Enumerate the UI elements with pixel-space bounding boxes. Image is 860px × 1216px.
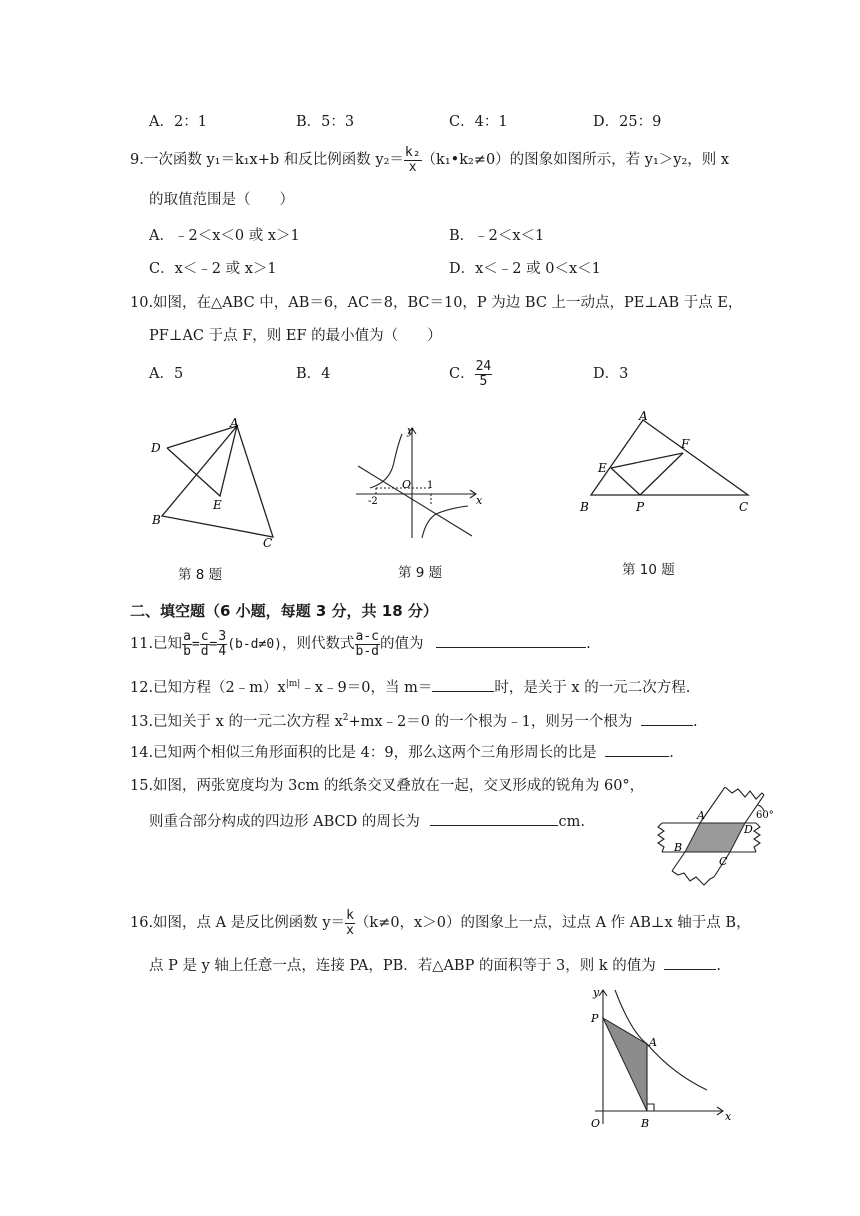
figure-9: [350, 422, 490, 544]
q9-option-d: D．x＜﹣2 或 0＜x＜1: [449, 261, 601, 277]
fig16-label-a: A: [649, 1036, 657, 1049]
fig8-label-c: C: [263, 536, 273, 550]
fig10-caption: 第 10 题: [622, 562, 675, 578]
q12-stem: [130, 674, 690, 698]
q16-fraction: [345, 909, 355, 938]
q11-frac-4: [355, 630, 380, 659]
figure-15: [650, 787, 780, 889]
fig10-label-b: B: [580, 500, 589, 514]
q10-c-num: 24: [475, 358, 492, 374]
q14-answer-blank[interactable]: [605, 742, 669, 757]
q9-fraction: [404, 146, 422, 175]
q8-option-c: C．4：1: [449, 114, 508, 130]
q16-suffix: （k≠0，x＞0）的图象上一点，过点 A 作 AB⊥x 轴于点 B，: [354, 915, 751, 931]
q16-answer-blank[interactable]: [664, 955, 716, 970]
fig10-label-p: P: [636, 500, 645, 514]
q9-frac-num: k₂: [404, 144, 421, 160]
fig15-label-angle: 60°: [756, 810, 774, 821]
q10-option-c-fraction: [475, 360, 493, 389]
fig10-label-f: F: [681, 437, 690, 451]
fig16-label-p: P: [591, 1012, 599, 1025]
q9-option-c: C．x＜﹣2 或 x＞1: [149, 261, 277, 277]
q9-suffix: （k₁•k₂≠0）的图象如图所示，若 y₁＞y₂，则 x: [421, 152, 730, 168]
q11-condition: (b-d≠0): [227, 637, 282, 652]
q11-suffix: 的值为: [379, 636, 424, 652]
section-2-title: 二、填空题（6 小题，每题 3 分，共 18 分）: [130, 602, 438, 620]
fig15-label-d: D: [744, 823, 753, 836]
q10-option-c: [449, 354, 492, 394]
q11-frac-1: [182, 630, 192, 659]
q13-answer-blank[interactable]: [641, 711, 693, 726]
q9-prefix: 9.一次函数 y₁＝k₁x+b 和反比例函数 y₂＝: [130, 152, 404, 168]
q15-line2-prefix: 则重合部分构成的四边形 ABCD 的周长为: [149, 814, 420, 830]
fig9-label-o: O: [402, 478, 412, 491]
q9-frac-den: x: [408, 159, 417, 175]
q9-option-b: B．﹣2＜x＜1: [449, 228, 545, 244]
q11-stem: [130, 626, 591, 663]
fig15-label-b: B: [674, 841, 683, 854]
q11-prefix: 11.已知: [130, 636, 183, 652]
q14-text: 14.已知两个相似三角形面积的比是 4：9，那么这两个三角形周长的比是: [130, 745, 597, 761]
fig15-label-a: A: [697, 809, 705, 822]
q13-end: .: [692, 713, 698, 730]
q8-option-d: D．25：9: [593, 114, 662, 130]
q16-line2: [149, 955, 721, 976]
fig10-label-c: C: [739, 500, 749, 514]
fig9-label-y: y: [407, 424, 414, 437]
fig8-label-e: E: [213, 498, 222, 512]
q11-f4-num: a-c: [355, 628, 379, 644]
fig8-label-d: D: [151, 441, 161, 455]
q11-f3-den: 4: [218, 643, 227, 659]
q10-c-den: 5: [479, 373, 488, 389]
q12-suffix: 时，是关于 x 的一元二次方程.: [494, 679, 691, 696]
q13-exponent: 2: [342, 713, 349, 723]
q16-frac-den: x: [346, 922, 354, 938]
q10-option-c-prefix: C．: [449, 366, 475, 382]
fig8-label-b: B: [152, 513, 161, 527]
q12-mid: ﹣x﹣9＝0，当 m＝: [300, 679, 433, 696]
q11-f1-num: a: [183, 628, 191, 644]
q11-f4-den: b-d: [355, 643, 379, 659]
q11-end: .: [586, 636, 591, 652]
fig9-label-m2: -2: [368, 496, 378, 507]
q13-stem: [130, 708, 698, 732]
q16-line2-text: 点 P 是 y 轴上任意一点，连接 PA，PB．若△ABP 的面积等于 3，则 k 的值为: [149, 958, 656, 974]
q9-line2: 的取值范围是（ ）: [149, 192, 294, 208]
q11-answer-blank[interactable]: [436, 633, 586, 648]
q14-end: .: [669, 745, 674, 761]
q16-stem: [130, 905, 751, 941]
fig8-label-a: A: [230, 416, 239, 430]
q15-line2-suffix: cm.: [558, 814, 585, 830]
q11-frac-2: [200, 630, 210, 659]
fig16-label-y: y: [593, 986, 600, 999]
q15-line2: [149, 811, 585, 832]
q11-f2-num: c: [200, 628, 209, 644]
q16-end: .: [716, 958, 722, 974]
fig8-caption: 第 8 题: [178, 567, 223, 583]
q13-prefix: 13.已知关于 x 的一元二次方程 x: [130, 713, 343, 730]
q9-stem: [130, 142, 729, 178]
q11-f3-num: 3: [218, 628, 227, 644]
q16-frac-num: k: [346, 907, 354, 923]
q12-exponent: |m|: [285, 679, 301, 689]
q10-option-d: D．3: [593, 366, 629, 382]
q16-prefix: 16.如图，点 A 是反比例函数 y＝: [130, 915, 346, 931]
q10-line1: 10.如图，在△ABC 中，AB＝6，AC＝8，BC＝10，P 为边 BC 上一动点，PE⊥AB 于点 E，: [130, 295, 743, 311]
q11-f1-den: b: [183, 643, 191, 659]
q15-line1: 15.如图，两张宽度均为 3cm 的纸条交叉叠放在一起，交叉形成的锐角为 60°，: [130, 778, 645, 794]
q13-suffix: +mx﹣2＝0 的一个根为﹣1，则另一个根为: [348, 713, 633, 730]
fig16-label-b: B: [641, 1117, 650, 1130]
q8-option-a: A．2：1: [149, 114, 207, 130]
fig9-label-1: 1: [427, 480, 434, 491]
q15-answer-blank[interactable]: [430, 811, 558, 826]
fig15-label-c: C: [719, 855, 728, 868]
q9-option-a: A．﹣2＜x＜0 或 x＞1: [149, 228, 300, 244]
q11-frac-3: [217, 630, 227, 659]
q11-eq2: =: [209, 637, 218, 652]
q10-option-a: A．5: [149, 366, 184, 382]
q11-mid: ，则代数式: [282, 636, 355, 652]
fig16-label-x: x: [725, 1110, 732, 1123]
q14-stem: [130, 742, 674, 763]
q11-eq1: =: [191, 637, 200, 652]
q10-line2: PF⊥AC 于点 F，则 EF 的最小值为（ ）: [149, 328, 442, 344]
figure-16: [585, 984, 735, 1134]
fig10-label-e: E: [598, 461, 607, 475]
q10-option-b: B．4: [296, 366, 331, 382]
q12-answer-blank[interactable]: [432, 677, 494, 692]
q12-prefix: 12.已知方程（2﹣m）x: [130, 679, 286, 696]
fig9-label-x: x: [476, 494, 483, 507]
figure-10: [575, 408, 760, 518]
q11-f2-den: d: [200, 643, 209, 659]
q8-option-b: B．5：3: [296, 114, 355, 130]
fig16-label-o: O: [591, 1117, 601, 1130]
fig10-label-a: A: [639, 409, 648, 423]
fig9-caption: 第 9 题: [398, 565, 443, 581]
figure-8: [140, 412, 290, 552]
